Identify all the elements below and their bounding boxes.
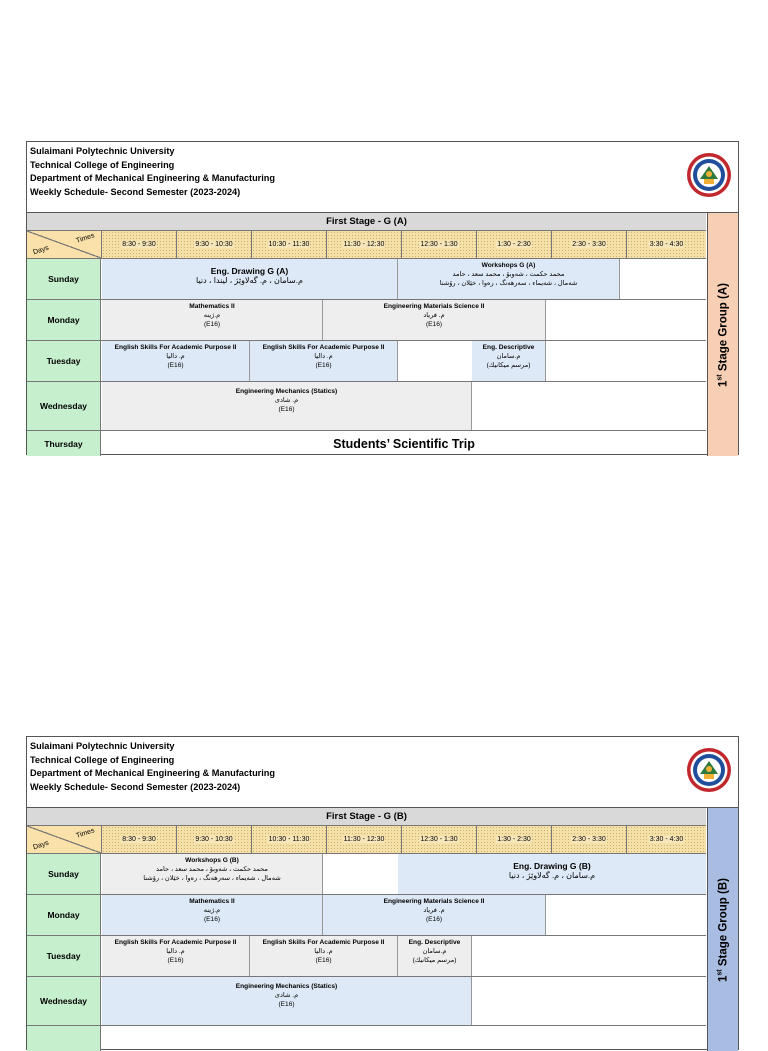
day-label-cutoff [27, 1026, 101, 1051]
teacher-name: م.ژینە [203, 907, 221, 914]
group-label-sidebar [707, 808, 738, 1051]
class-english-2 [250, 936, 398, 976]
course-name: English Skills For Academic Purpose II [262, 939, 385, 946]
row-thursday [27, 431, 706, 456]
day-label: Sunday [27, 854, 101, 894]
teacher-name: م.سامان [496, 353, 521, 360]
day-label: Monday [27, 300, 101, 340]
row-tuesday [27, 341, 706, 382]
class-workshops [398, 259, 620, 299]
row-sunday [27, 259, 706, 300]
room-name: (E16) [315, 957, 332, 964]
course-name: English Skills For Academic Purpose II [114, 344, 237, 351]
days-label: Days [32, 244, 50, 257]
teacher-names-line1: محمد حکمت ، شەوبۆ ، محمد سعد ، حامد [156, 866, 268, 873]
time-slot: 1:30 - 2:30 [477, 231, 552, 258]
teacher-name: م.ژینە [203, 312, 221, 319]
schedule-title: Weekly Schedule- Second Semester (2023-2024) [30, 781, 241, 792]
university-logo-icon [686, 747, 732, 793]
college-name: Technical College of Engineering [30, 159, 175, 170]
group-label-sidebar [707, 213, 738, 456]
room-name: (E16) [203, 916, 221, 923]
row-monday [27, 895, 706, 936]
teacher-name: م.سامان [422, 948, 447, 955]
time-header-row [27, 826, 706, 854]
schedule-header [27, 142, 738, 213]
days-times-corner [27, 231, 102, 258]
course-name: Engineering Materials Science II [383, 898, 485, 905]
time-slot: 12:30 - 1:30 [402, 826, 477, 853]
stage-title: First Stage - G (A) [27, 213, 706, 231]
row-wednesday [27, 977, 706, 1026]
schedule-header [27, 737, 738, 808]
teacher-name: م. داليا [166, 353, 185, 360]
room-name: (E16) [167, 362, 184, 369]
room-name: (E16) [203, 321, 221, 328]
header-text [30, 145, 275, 199]
course-name: Eng. Descriptive [408, 939, 461, 946]
course-name: Eng. Drawing G (A) [210, 266, 289, 276]
time-slot: 9:30 - 10:30 [177, 231, 252, 258]
teacher-names-line2: شەمال ، شەیماء ، سەرهەنگ ، رەوا ، خێلان ، رۆشنا [143, 875, 281, 882]
department-name: Department of Mechanical Engineering & Manufacturing [30, 173, 276, 183]
university-logo-icon [686, 152, 732, 198]
class-english-1 [102, 936, 250, 976]
time-slot: 8:30 - 9:30 [102, 826, 177, 853]
university-name: Sulaimani Polytechnic University [30, 146, 175, 156]
teacher-names-line1: محمد حکمت ، شەوبۆ ، محمد سعد ، حامد [452, 271, 565, 278]
class-workshops [102, 854, 323, 894]
time-slot: 3:30 - 4:30 [627, 231, 706, 258]
teacher-name: م. داليا [314, 353, 333, 360]
room-name: (E16) [425, 321, 443, 328]
course-name: Engineering Materials Science II [383, 303, 485, 310]
stage-title: First Stage - G (B) [27, 808, 706, 826]
time-slot: 12:30 - 1:30 [402, 231, 477, 258]
room-name: (E16) [278, 1001, 295, 1008]
course-name: Eng. Drawing G (B) [513, 861, 591, 871]
day-label: Sunday [27, 259, 101, 299]
room-name: (مرسم ميكانيك) [486, 362, 531, 369]
room-name: (E16) [167, 957, 184, 964]
time-slot: 2:30 - 3:30 [552, 231, 627, 258]
class-eng-drawing [102, 259, 398, 299]
time-slot: 10:30 - 11:30 [252, 826, 327, 853]
class-eng-descriptive [398, 936, 472, 976]
teacher-name: م. داليا [166, 948, 185, 955]
teacher-names-line2: شەمال ، شەیماء ، سەرهەنگ ، رەوا ، خێلان ، رۆشنا [439, 280, 578, 287]
times-label: Times [75, 827, 96, 840]
class-english-1 [102, 341, 250, 381]
day-label: Monday [27, 895, 101, 935]
university-name: Sulaimani Polytechnic University [30, 741, 175, 751]
schedule-group-b [26, 736, 739, 1050]
row-tuesday [27, 936, 706, 977]
class-materials-science [323, 300, 546, 340]
course-name: Engineering Mechanics (Statics) [235, 983, 338, 990]
schedule-group-a [26, 141, 739, 455]
course-name: English Skills For Academic Purpose II [262, 344, 385, 351]
class-mathematics [102, 300, 323, 340]
row-wednesday [27, 382, 706, 431]
times-label: Times [75, 232, 96, 245]
timetable [27, 213, 738, 456]
row-thursday [27, 1026, 706, 1051]
course-name: Mathematics II [189, 303, 235, 310]
scientific-trip-note: Students’ Scientific Trip [333, 436, 475, 451]
group-label: 1st Stage Group (A) [716, 282, 730, 387]
timetable [27, 808, 738, 1051]
day-label: Tuesday [27, 936, 101, 976]
course-name: Workshops G (B) [185, 857, 239, 864]
course-name: Workshops G (A) [481, 262, 536, 269]
class-english-2 [250, 341, 398, 381]
class-eng-drawing [398, 854, 706, 894]
room-name: (E16) [425, 916, 443, 923]
time-slot: 3:30 - 4:30 [627, 826, 706, 853]
teacher-name: م.سامان ، م. گەلاوێژ ، لیندا ، دنیا [196, 276, 303, 285]
course-name: Eng. Descriptive [482, 344, 535, 351]
time-slot: 2:30 - 3:30 [552, 826, 627, 853]
schedule-title: Weekly Schedule- Second Semester (2023-2024) [30, 186, 241, 197]
time-slot: 1:30 - 2:30 [477, 826, 552, 853]
days-label: Days [32, 839, 50, 852]
college-name: Technical College of Engineering [30, 754, 175, 765]
class-engineering-mechanics [102, 382, 472, 430]
room-name: (مرسم ميكانيك) [412, 957, 457, 964]
class-mathematics [102, 895, 323, 935]
class-eng-descriptive [472, 341, 546, 381]
teacher-name: م. داليا [314, 948, 333, 955]
course-name: Engineering Mechanics (Statics) [235, 388, 338, 395]
time-slot: 11:30 - 12:30 [327, 826, 402, 853]
teacher-name: م. شادی [274, 992, 299, 999]
days-times-corner [27, 826, 102, 853]
day-label: Thursday [27, 431, 101, 456]
day-label: Wednesday [27, 977, 101, 1025]
class-materials-science [323, 895, 546, 935]
teacher-name: م. فرياد [423, 907, 445, 914]
teacher-name: م.سامان ، م. گەلاوێژ ، دنیا [508, 871, 596, 880]
day-label: Tuesday [27, 341, 101, 381]
time-header-row [27, 231, 706, 259]
teacher-name: م. شادی [274, 397, 299, 404]
day-label: Wednesday [27, 382, 101, 430]
class-engineering-mechanics [102, 977, 472, 1025]
room-name: (E16) [315, 362, 332, 369]
teacher-name: م. فرياد [423, 312, 445, 319]
time-slot: 11:30 - 12:30 [327, 231, 402, 258]
course-name: Mathematics II [189, 898, 235, 905]
group-label: 1st Stage Group (B) [716, 877, 730, 982]
time-slot: 8:30 - 9:30 [102, 231, 177, 258]
room-name: (E16) [278, 406, 295, 413]
row-sunday [27, 854, 706, 895]
department-name: Department of Mechanical Engineering & Manufacturing [30, 768, 276, 778]
time-slot: 9:30 - 10:30 [177, 826, 252, 853]
time-slot: 10:30 - 11:30 [252, 231, 327, 258]
header-text [30, 740, 275, 794]
row-monday [27, 300, 706, 341]
course-name: English Skills For Academic Purpose II [114, 939, 237, 946]
